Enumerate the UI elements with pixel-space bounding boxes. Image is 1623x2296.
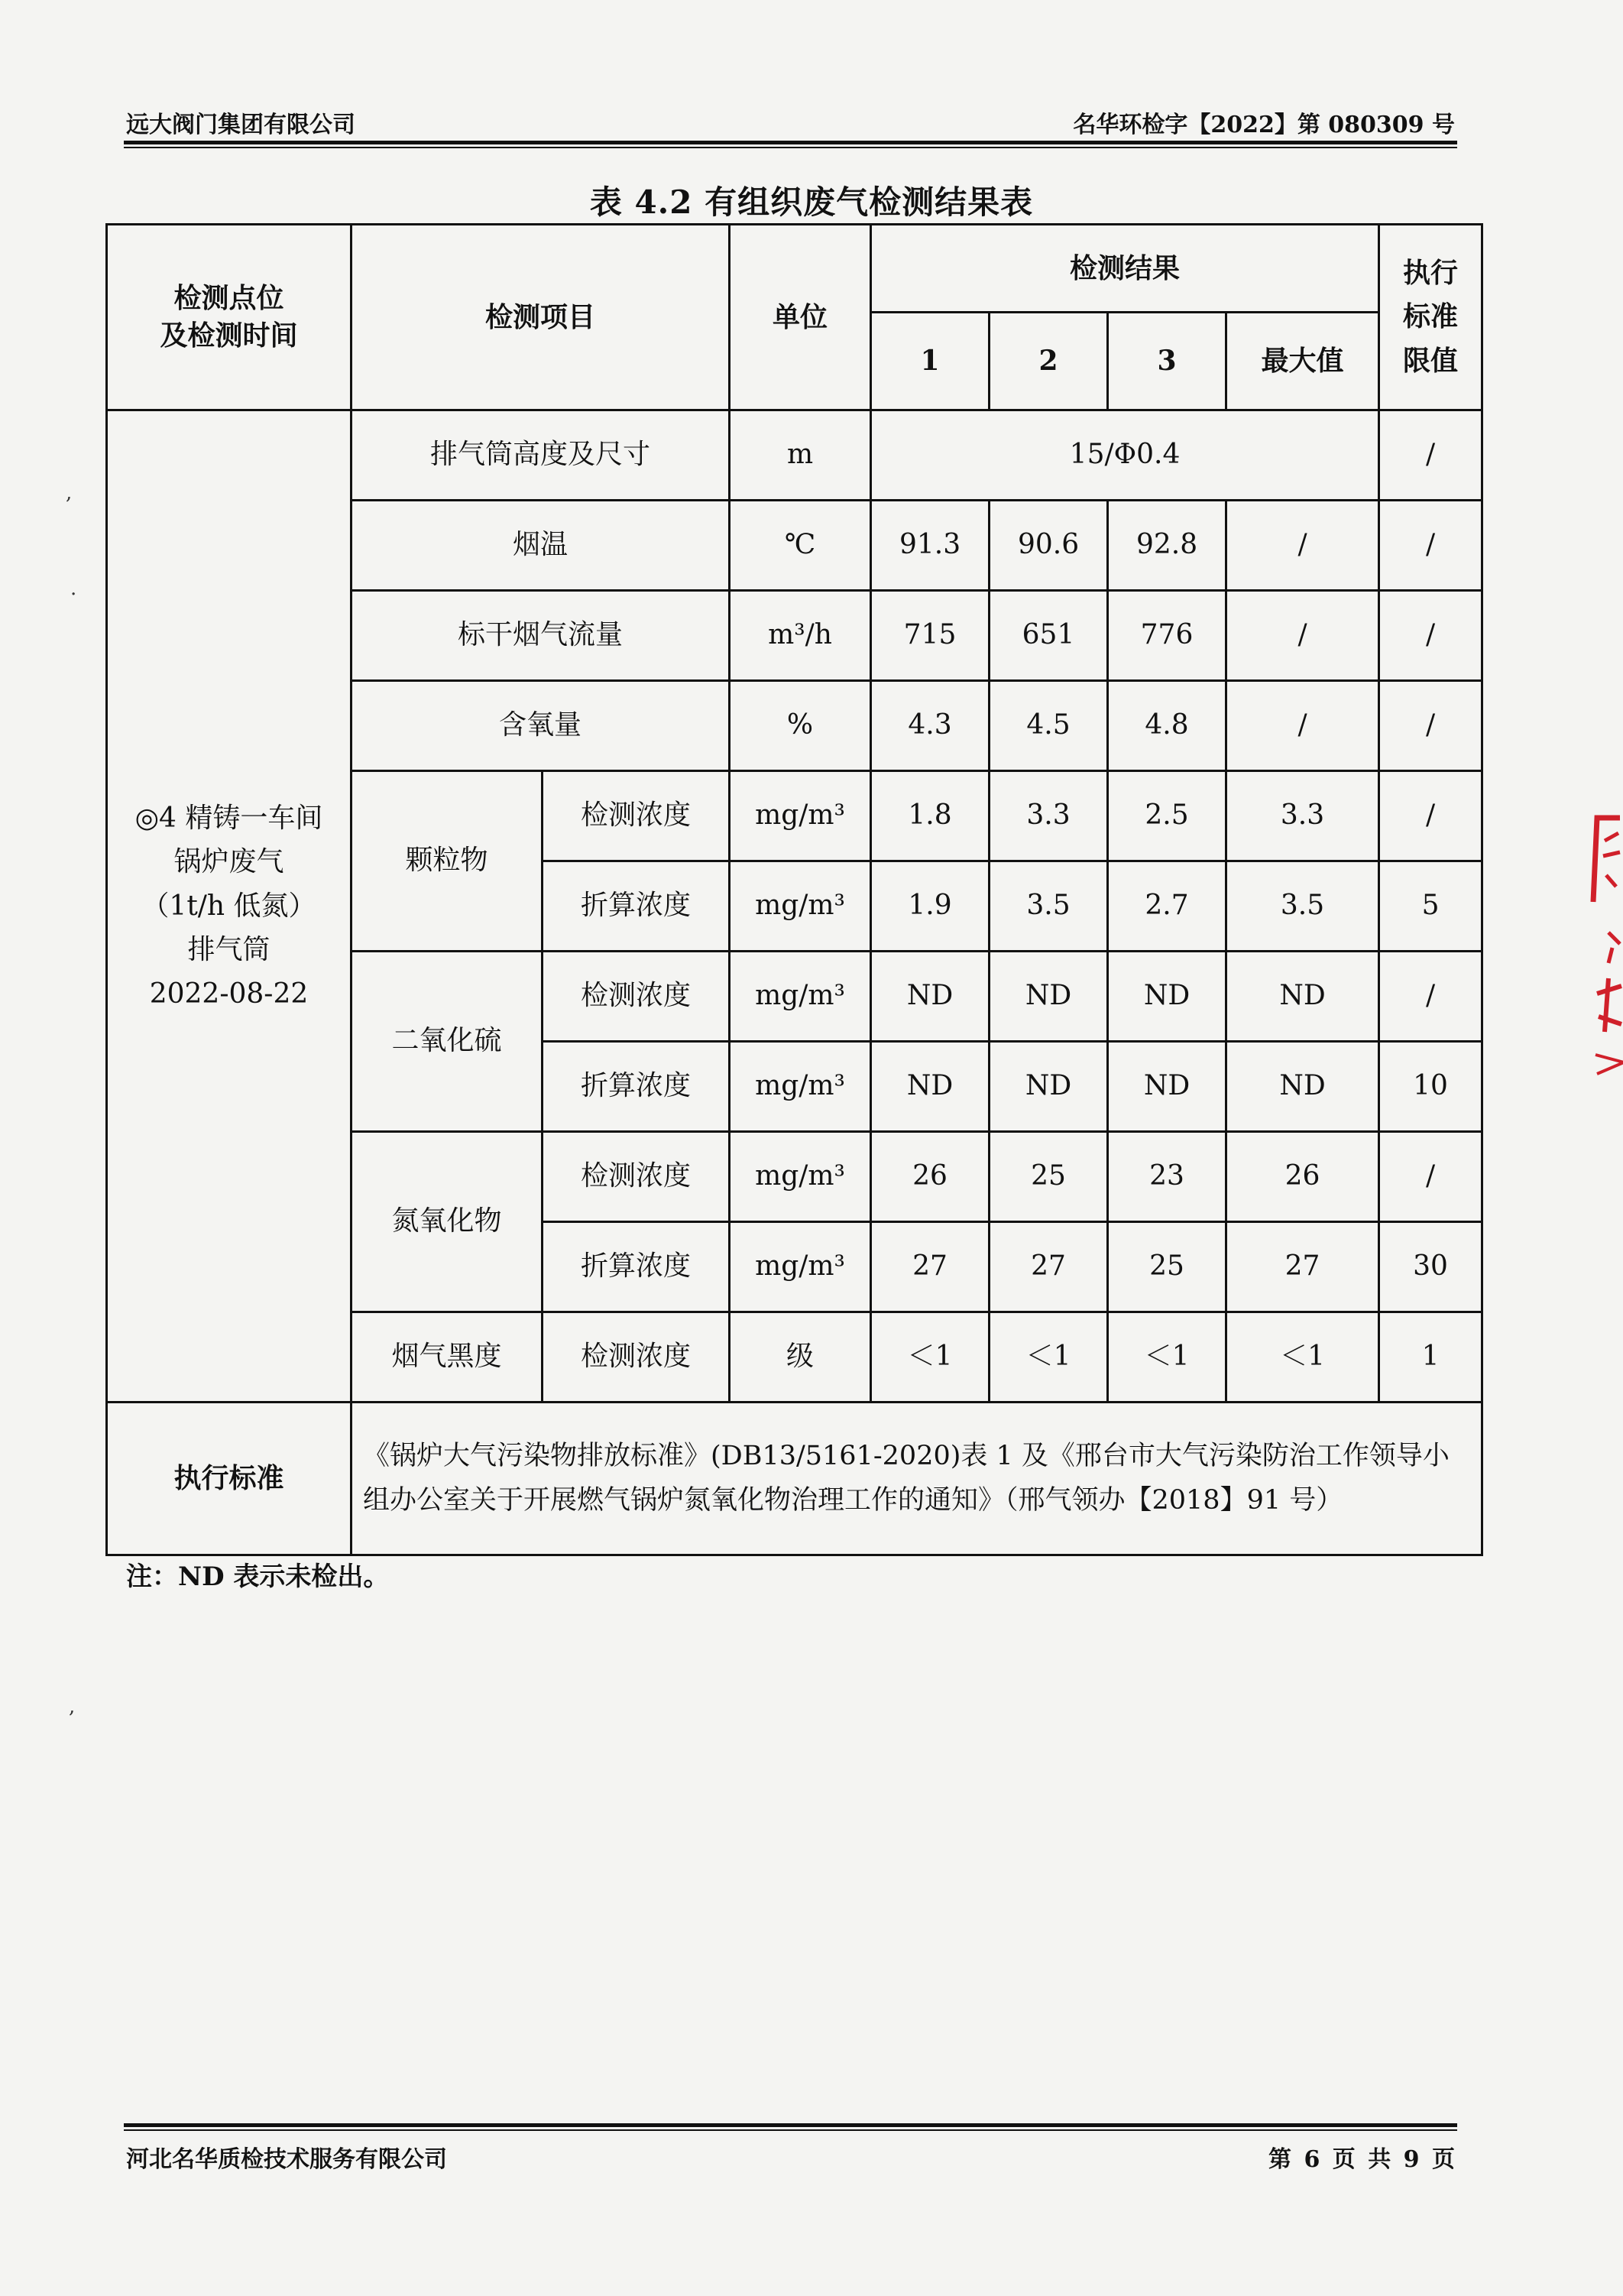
unit-cell: mg/m³	[730, 952, 871, 1042]
max-cell: /	[1226, 681, 1379, 771]
unit-cell: m	[730, 410, 871, 501]
value-cell: ＜1	[990, 1312, 1108, 1403]
value-cell: 1.9	[871, 861, 990, 952]
group-cell: 烟气黑度	[351, 1312, 543, 1403]
standard-label: 执行标准	[107, 1403, 351, 1555]
head-r1: 1	[871, 313, 990, 410]
unit-cell: m³/h	[730, 591, 871, 681]
head-limit: 执行 标准 限值	[1379, 225, 1482, 410]
value-cell: 92.8	[1108, 501, 1226, 591]
max-cell: 26	[1226, 1132, 1379, 1222]
max-cell: ＜1	[1226, 1312, 1379, 1403]
footer-company: 河北名华质检技术服务有限公司	[126, 2146, 447, 2173]
sub-item-cell: 折算浓度	[543, 1042, 730, 1132]
value-cell: 27	[990, 1222, 1108, 1312]
merged-result-cell: 15/Φ0.4	[871, 410, 1379, 501]
sub-item-cell: 检测浓度	[543, 1312, 730, 1403]
limit-cell: 5	[1379, 861, 1482, 952]
group-cell: 二氧化硫	[351, 952, 543, 1132]
max-cell: ND	[1226, 952, 1379, 1042]
sub-item-cell: 检测浓度	[543, 952, 730, 1042]
table-row	[107, 410, 1482, 501]
standard-row	[107, 1403, 1482, 1555]
footer-rule-thin	[124, 2129, 1457, 2131]
max-cell: 27	[1226, 1222, 1379, 1312]
head-r2: 2	[990, 313, 1108, 410]
table-title: 表 4.2 有组织废气检测结果表	[589, 183, 1034, 221]
scan-mark: .	[70, 577, 77, 600]
limit-cell: /	[1379, 1132, 1482, 1222]
value-cell: 2.7	[1108, 861, 1226, 952]
scan-mark: ,	[69, 1695, 76, 1718]
value-cell: 25	[1108, 1222, 1226, 1312]
value-cell: 26	[871, 1132, 990, 1222]
unit-cell: mg/m³	[730, 1222, 871, 1312]
header-company: 远大阀门集团有限公司	[126, 112, 355, 138]
value-cell: ND	[871, 952, 990, 1042]
value-cell: ＜1	[871, 1312, 990, 1403]
group-cell: 颗粒物	[351, 771, 543, 952]
head-r3: 3	[1108, 313, 1226, 410]
value-cell: ND	[1108, 952, 1226, 1042]
group-cell: 氮氧化物	[351, 1132, 543, 1312]
unit-cell: 级	[730, 1312, 871, 1403]
limit-cell: /	[1379, 591, 1482, 681]
value-cell: 23	[1108, 1132, 1226, 1222]
item-cell: 排气筒高度及尺寸	[351, 410, 730, 501]
limit-cell: /	[1379, 771, 1482, 861]
point-cell: ◎4 精铸一车间 锅炉废气 （1t/h 低氮） 排气筒 2022-08-22	[107, 410, 351, 1403]
unit-cell: mg/m³	[730, 771, 871, 861]
value-cell: 91.3	[871, 501, 990, 591]
header-rule	[124, 141, 1457, 144]
limit-cell: 1	[1379, 1312, 1482, 1403]
head-unit: 单位	[730, 225, 871, 410]
value-cell: 715	[871, 591, 990, 681]
value-cell: ND	[871, 1042, 990, 1132]
limit-cell: 10	[1379, 1042, 1482, 1132]
unit-cell: mg/m³	[730, 861, 871, 952]
value-cell: 1.8	[871, 771, 990, 861]
limit-cell: /	[1379, 952, 1482, 1042]
value-cell: 651	[990, 591, 1108, 681]
value-cell: 776	[1108, 591, 1226, 681]
unit-cell: mg/m³	[730, 1042, 871, 1132]
value-cell: 3.5	[990, 861, 1108, 952]
value-cell: 4.3	[871, 681, 990, 771]
value-cell: ND	[990, 952, 1108, 1042]
max-cell: /	[1226, 591, 1379, 681]
value-cell: 27	[871, 1222, 990, 1312]
max-cell: 3.3	[1226, 771, 1379, 861]
value-cell: ND	[1108, 1042, 1226, 1132]
head-point-time: 检测点位 及检测时间	[107, 225, 351, 410]
unit-cell: ℃	[730, 501, 871, 591]
unit-cell: mg/m³	[730, 1132, 871, 1222]
value-cell: 4.5	[990, 681, 1108, 771]
sub-item-cell: 折算浓度	[543, 861, 730, 952]
limit-cell: /	[1379, 681, 1482, 771]
scan-mark: ,	[66, 482, 73, 504]
value-cell: ND	[990, 1042, 1108, 1132]
head-results: 检测结果	[871, 225, 1379, 313]
item-cell: 含氧量	[351, 681, 730, 771]
value-cell: 4.8	[1108, 681, 1226, 771]
red-seal-stamp	[1574, 810, 1623, 1116]
header-rule-thin	[124, 147, 1457, 148]
footer-rule	[124, 2123, 1457, 2127]
item-cell: 烟温	[351, 501, 730, 591]
standard-text: 《锅炉大气污染物排放标准》(DB13/5161-2020)表 1 及《邢台市大气污染防治工作领导小组办公室关于开展燃气锅炉氮氧化物治理工作的通知》（邢气领办【2018】91 号）	[351, 1403, 1482, 1555]
sub-item-cell: 检测浓度	[543, 1132, 730, 1222]
table-note: 注：ND 表示未检出。	[126, 1561, 390, 1592]
head-max: 最大值	[1226, 313, 1379, 410]
header-report-number: 名华环检字【2022】第 080309 号	[1073, 112, 1455, 138]
unit-cell: %	[730, 681, 871, 771]
sub-item-cell: 检测浓度	[543, 771, 730, 861]
value-cell: ＜1	[1108, 1312, 1226, 1403]
max-cell: 3.5	[1226, 861, 1379, 952]
value-cell: 90.6	[990, 501, 1108, 591]
sub-item-cell: 折算浓度	[543, 1222, 730, 1312]
max-cell: /	[1226, 501, 1379, 591]
max-cell: ND	[1226, 1042, 1379, 1132]
limit-cell: /	[1379, 410, 1482, 501]
limit-cell: /	[1379, 501, 1482, 591]
item-cell: 标干烟气流量	[351, 591, 730, 681]
value-cell: 2.5	[1108, 771, 1226, 861]
value-cell: 3.3	[990, 771, 1108, 861]
value-cell: 25	[990, 1132, 1108, 1222]
results-table	[105, 223, 1483, 1556]
page-number: 第 6 页 共 9 页	[1268, 2146, 1455, 2173]
limit-cell: 30	[1379, 1222, 1482, 1312]
head-item: 检测项目	[351, 225, 730, 410]
